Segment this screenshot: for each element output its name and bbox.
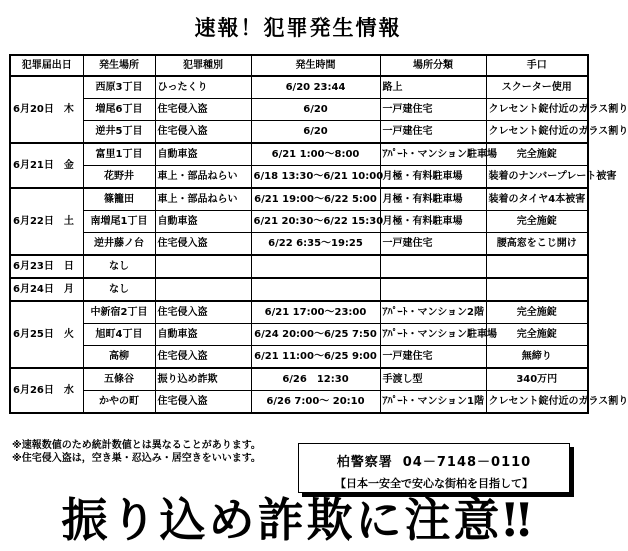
place-cell: 逆井藤ノ台 <box>83 233 155 256</box>
report-date-cell: 6月22日 土 <box>10 188 83 255</box>
method-cell: 完全施錠 <box>486 324 588 346</box>
method-cell: 340万円 <box>486 368 588 391</box>
place-cell: なし <box>83 255 155 278</box>
time-cell: 6/26 7:00～ 20:10 <box>251 391 380 414</box>
table-row <box>10 368 588 391</box>
location-category-cell: 路上 <box>380 76 486 99</box>
time-cell: 6/24 20:00～6/25 7:50 <box>251 324 380 346</box>
time-cell: 6/21 20:30～6/22 15:30 <box>251 211 380 233</box>
police-station-name: 柏警察署 <box>336 455 393 470</box>
crime-type-cell: 住宅侵入盗 <box>155 346 251 369</box>
location-category-cell: 月極・有料駐車場 <box>380 166 486 189</box>
time-cell: 6/20 23:44 <box>251 76 380 99</box>
method-cell: クレセント錠付近のガラス割り <box>486 121 588 144</box>
table-row <box>10 76 588 99</box>
method-cell <box>486 255 588 278</box>
crime-type-cell: 車上・部品ねらい <box>155 166 251 189</box>
notes <box>12 439 261 465</box>
police-station <box>299 451 569 470</box>
place-cell: 逆井5丁目 <box>83 121 155 144</box>
location-category-cell: 手渡し型 <box>380 368 486 391</box>
place-cell: 富里1丁目 <box>83 143 155 166</box>
fraud-warning-banner: 振り込め詐欺に注意‼ <box>61 493 535 547</box>
place-cell: かやの町 <box>83 391 155 414</box>
time-cell: 6/21 1:00～8:00 <box>251 143 380 166</box>
crime-type-cell: 住宅侵入盗 <box>155 391 251 414</box>
place-cell: 篠籠田 <box>83 188 155 211</box>
method-cell: スクーター使用 <box>486 76 588 99</box>
crime-type-cell: 自動車盗 <box>155 211 251 233</box>
time-cell: 6/21 11:00～6/25 9:00 <box>251 346 380 369</box>
table-body <box>10 76 628 413</box>
place-cell: なし <box>83 278 155 301</box>
police-contact-box <box>298 443 570 493</box>
location-category-cell: ｱﾊﾟｰﾄ・マンション1階 <box>380 391 486 414</box>
table-row <box>10 143 588 166</box>
method-cell: クレセント錠付近のガラス割り <box>486 99 588 121</box>
location-category-cell <box>380 255 486 278</box>
column-header: 場所分類 <box>380 55 486 76</box>
table-row <box>10 166 588 189</box>
crime-report-table <box>9 54 628 414</box>
table-row <box>10 391 588 414</box>
table-row <box>10 255 588 278</box>
time-cell: 6/21 17:00～23:00 <box>251 301 380 324</box>
crime-type-cell: 住宅侵入盗 <box>155 233 251 256</box>
method-cell: 完全施錠 <box>486 143 588 166</box>
crime-type-cell: 自動車盗 <box>155 324 251 346</box>
crime-type-cell: ひったくり <box>155 76 251 99</box>
crime-type-cell <box>155 255 251 278</box>
table-row <box>10 121 588 144</box>
table-row <box>10 301 588 324</box>
method-cell: 装着のナンバープレート被害 <box>486 166 588 189</box>
time-cell: 6/22 6:35～19:25 <box>251 233 380 256</box>
report-date-cell: 6月25日 火 <box>10 301 83 368</box>
column-header: 発生場所 <box>83 55 155 76</box>
table-row <box>10 233 588 256</box>
location-category-cell: 一戸建住宅 <box>380 346 486 369</box>
method-cell: クレセント錠付近のガラス割り <box>486 391 588 414</box>
police-phone: 04－7148－0110 <box>402 455 532 470</box>
place-cell: 南増尾1丁目 <box>83 211 155 233</box>
column-header: 犯罪種別 <box>155 55 251 76</box>
crime-type-cell: 自動車盗 <box>155 143 251 166</box>
place-cell: 高柳 <box>83 346 155 369</box>
report-date-cell: 6月26日 水 <box>10 368 83 413</box>
place-cell: 五條谷 <box>83 368 155 391</box>
method-cell: 腰高窓をこじ開け <box>486 233 588 256</box>
location-category-cell: ｱﾊﾟｰﾄ・マンション駐車場 <box>380 143 486 166</box>
method-cell <box>486 278 588 301</box>
table-row <box>10 211 588 233</box>
report-date-cell: 6月21日 金 <box>10 143 83 188</box>
table-row <box>10 278 588 301</box>
time-cell: 6/20 <box>251 121 380 144</box>
column-header: 発生時間 <box>251 55 380 76</box>
page-title: 速報！犯罪発生情報 <box>194 16 402 40</box>
time-cell <box>251 255 380 278</box>
table-row <box>10 188 588 211</box>
table-header-row <box>10 55 588 76</box>
place-cell: 旭町4丁目 <box>83 324 155 346</box>
report-date-cell: 6月24日 月 <box>10 278 83 301</box>
location-category-cell: ｱﾊﾟｰﾄ・マンション駐車場 <box>380 324 486 346</box>
crime-type-cell: 車上・部品ねらい <box>155 188 251 211</box>
method-cell: 完全施錠 <box>486 301 588 324</box>
time-cell <box>251 278 380 301</box>
note-burglary-definition: ※住宅侵入盗は，空き巣・忍込み・居空きをいいます。 <box>12 453 261 464</box>
note-statistics: ※速報数値のため統計数値とは異なることがあります。 <box>12 440 261 451</box>
crime-type-cell: 住宅侵入盗 <box>155 301 251 324</box>
time-cell: 6/26 12:30 <box>251 368 380 391</box>
method-cell: 完全施錠 <box>486 211 588 233</box>
location-category-cell: 一戸建住宅 <box>380 121 486 144</box>
place-cell: 花野井 <box>83 166 155 189</box>
crime-type-cell: 住宅侵入盗 <box>155 121 251 144</box>
time-cell: 6/18 13:30～6/21 10:00 <box>251 166 380 189</box>
crime-type-cell <box>155 278 251 301</box>
table-row <box>10 99 588 121</box>
column-header: 手口 <box>486 55 588 76</box>
report-date-cell: 6月20日 木 <box>10 76 83 143</box>
police-slogan: 【日本一安全で安心な街柏を目指して】 <box>335 477 533 490</box>
crime-type-cell: 振り込め詐欺 <box>155 368 251 391</box>
table-row <box>10 324 588 346</box>
location-category-cell: 月極・有料駐車場 <box>380 211 486 233</box>
place-cell: 中新宿2丁目 <box>83 301 155 324</box>
location-category-cell: 月極・有料駐車場 <box>380 188 486 211</box>
method-cell: 装着のタイヤ4本被害 <box>486 188 588 211</box>
location-category-cell: ｱﾊﾟｰﾄ・マンション2階 <box>380 301 486 324</box>
time-cell: 6/20 <box>251 99 380 121</box>
time-cell: 6/21 19:00～6/22 5:00 <box>251 188 380 211</box>
location-category-cell <box>380 278 486 301</box>
place-cell: 西原3丁目 <box>83 76 155 99</box>
table-row <box>10 346 588 369</box>
method-cell: 無締り <box>486 346 588 369</box>
location-category-cell: 一戸建住宅 <box>380 233 486 256</box>
place-cell: 増尾6丁目 <box>83 99 155 121</box>
crime-type-cell: 住宅侵入盗 <box>155 99 251 121</box>
location-category-cell: 一戸建住宅 <box>380 99 486 121</box>
report-date-cell: 6月23日 日 <box>10 255 83 278</box>
column-header: 犯罪届出日 <box>10 55 83 76</box>
